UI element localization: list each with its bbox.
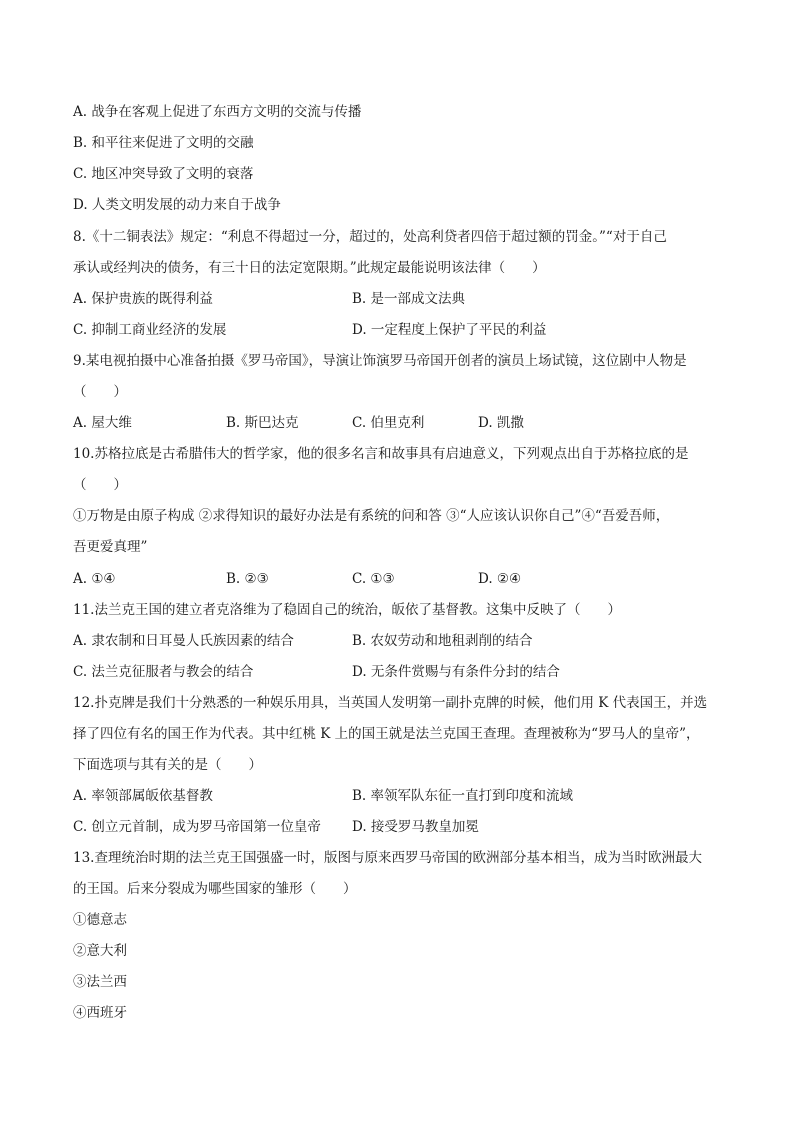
q10-stem-line-2: （ ）	[73, 477, 127, 493]
q10-option-b: B. ②③	[226, 571, 269, 587]
q8-stem-line-1: 8.《十二铜表法》规定：“利息不得超过一分，超过的，处高利贷者四倍于超过额的罚金。”“对于自己	[73, 229, 667, 245]
q13-item-2: ②意大利	[73, 943, 127, 959]
q11-option-a: A. 隶农制和日耳曼人氏族因素的结合	[73, 633, 294, 649]
q8-option-b: B. 是一部成文法典	[352, 291, 466, 307]
q7-option-c: C. 地区冲突导致了文明的衰落	[73, 166, 254, 182]
q12-option-d: D. 接受罗马教皇加冕	[352, 819, 479, 835]
q7-option-b: B. 和平往来促进了文明的交融	[73, 135, 254, 151]
q11-option-b: B. 农奴劳动和地租剥削的结合	[352, 633, 533, 649]
q9-option-d: D. 凯撒	[478, 415, 524, 431]
q11-option-c: C. 法兰克征服者与教会的结合	[73, 664, 254, 680]
q12-stem-line-3: 下面选项与其有关的是（ ）	[73, 757, 262, 773]
q9-option-c: C. 伯里克利	[352, 415, 425, 431]
q7-option-d: D. 人类文明发展的动力来自于战争	[73, 197, 281, 213]
q13-stem-line-1: 13.查理统治时期的法兰克王国强盛一时，版图与原来西罗马帝国的欧洲部分基本相当，成为当时欧洲最大	[73, 850, 702, 866]
q8-option-a: A. 保护贵族的既得利益	[73, 291, 213, 307]
q8-option-c: C. 抑制工商业经济的发展	[73, 322, 227, 338]
q11-option-d: D. 无条件赏赐与有条件分封的结合	[352, 664, 560, 680]
q10-option-a: A. ①④	[73, 571, 116, 587]
q9-option-a: A. 屋大维	[73, 415, 132, 431]
q12-stem-line-1: 12.扑克牌是我们十分熟悉的一种娱乐用具，当英国人发明第一副扑克牌的时候，他们用 K 代表国王，并选	[73, 695, 708, 711]
q10-option-c: C. ①③	[352, 571, 395, 587]
q10-option-d: D. ②④	[478, 571, 522, 587]
q7-option-a: A. 战争在客观上促进了东西方文明的交流与传播	[73, 104, 362, 120]
q13-item-3: ③法兰西	[73, 974, 127, 990]
q12-option-b: B. 率领军队东征一直打到印度和流域	[352, 788, 574, 804]
q8-stem-line-2: 承认或经判决的债务，有三十日的法定宽限期。”此规定最能说明该法律（ ）	[73, 260, 546, 276]
q12-stem-line-2: 择了四位有名的国王作为代表。其中红桃 K 上的国王就是法兰克国王查理。查理被称为“罗马人的皇帝”，	[73, 726, 700, 742]
q10-stem-line-1: 10.苏格拉底是古希腊伟大的哲学家，他的很多名言和故事具有启迪意义，下列观点出自于苏格拉底的是	[73, 446, 689, 462]
q9-option-b: B. 斯巴达克	[226, 415, 299, 431]
q12-option-c: C. 创立元首制，成为罗马帝国第一位皇帝	[73, 819, 321, 835]
q10-items-line-1: ①万物是由原子构成 ②求得知识的最好办法是有系统的问和答 ③“人应该认识你自己”④“吾爱吾师，	[73, 508, 670, 524]
q9-stem-line-1: 9.某电视拍摄中心准备拍摄《罗马帝国》，导演让饰演罗马帝国开创者的演员上场试镜，这位剧中人物是	[73, 353, 687, 369]
q9-stem-line-2: （ ）	[73, 384, 127, 400]
q8-option-d: D. 一定程度上保护了平民的利益	[352, 322, 547, 338]
q12-option-a: A. 率领部属皈依基督教	[73, 788, 213, 804]
q10-items-line-2: 吾更爱真理”	[73, 539, 148, 555]
q13-stem-line-2: 的王国。后来分裂成为哪些国家的雏形（ ）	[73, 881, 357, 897]
q13-item-4: ④西班牙	[73, 1005, 127, 1021]
q13-item-1: ①德意志	[73, 912, 127, 928]
q11-stem-line-1: 11.法兰克王国的建立者克洛维为了稳固自己的统治，皈依了基督教。这集中反映了（ ）	[73, 602, 621, 618]
